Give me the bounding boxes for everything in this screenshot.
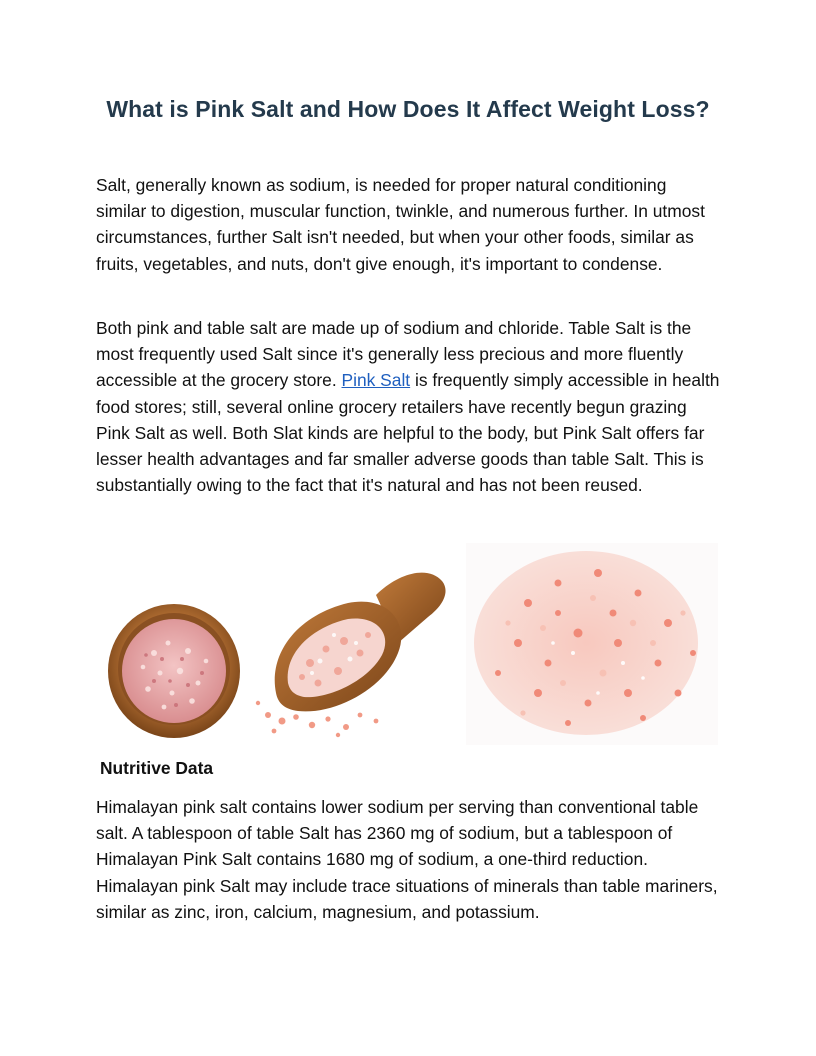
paragraph-text-before-link: Both pink and table salt are made up of sodium and chloride. Table Salt is the most frequently used Salt since it's generally less precious and more fluently accessible at the grocery store. xyxy=(96,318,692,391)
page-title: What is Pink Salt and How Does It Affect Weight Loss? xyxy=(106,96,710,122)
section-heading-nutritive-data: Nutritive Data xyxy=(100,758,214,778)
pink-salt-images xyxy=(98,543,718,745)
pink-salt-link[interactable]: Pink Salt xyxy=(341,370,411,391)
paragraph-text-after-link: is frequently simply accessible in health food stores; still, several online grocery retailers have recently begun grazing Pink Salt as well. Both Slat kinds are helpful to the body, but Pink Salt offers far lesser health advantages and far smaller adverse goods than table Salt. This is substantially owing to the fact that it's natural and has not been reused. xyxy=(96,370,720,496)
paragraph-pink-vs-table xyxy=(96,315,721,498)
paragraph-nutritive-data: Himalayan pink salt contains lower sodium per serving than conventional table salt. A tablespoon of table Salt has 2360 mg of sodium, but a tablespoon of Himalayan Pink Salt contains 1680 mg of sodium, a one-third reduction. Himalayan pink Salt may include trace situations of minerals than table mariners, similar as zinc, iron, calcium, magnesium, and potassium. xyxy=(96,797,718,922)
salt-bowl-image xyxy=(108,604,240,738)
salt-crystals-image xyxy=(466,543,718,745)
paragraph-intro: Salt, generally known as sodium, is needed for proper natural conditioning similar to digestion, muscular function, twinkle, and numerous further. In utmost circumstances, further Salt isn't needed, but when your other foods, similar as fruits, vegetables, and nuts, don't give enough, it's important to condense. xyxy=(96,175,705,274)
salt-scoop-image xyxy=(256,573,446,738)
